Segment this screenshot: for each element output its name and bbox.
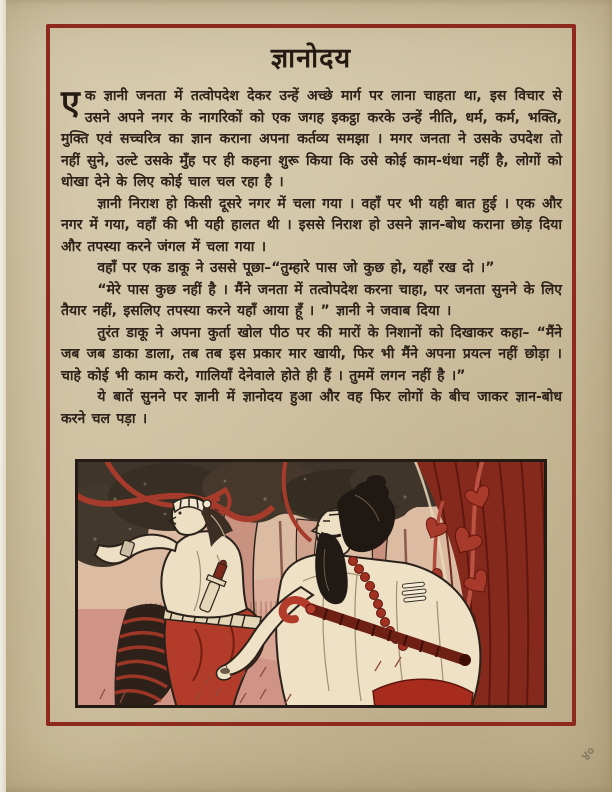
story-paragraph-text: क ज्ञानी जनता में तत्वोपदेश देकर उन्हें अच्छे मार्ग पर लाना चाहता था, इस विचार से उसने अपने नगर के नागरिकों को एक जगह इकट्ठा करके उन्हें नीति, धर्म, कर्म, भक्ति, मुक्ति एवं सच्चरित्र का ज्ञान कराना अपना कर्तव्य समझा । मगर जनता ने उसके उपदेश तो नहीं सुने, उल्टे उसके मुँह पर ही कहना शुरू किया कि उसे कोई काम-धंधा नहीं है, लोगों को धोखा देने के लिए कोई चाल चल रहा है ।	[61, 88, 562, 190]
page-title: ज्ञानोदय	[270, 43, 352, 74]
story-paragraph	[61, 83, 562, 194]
story-paragraph: ये बातें सुनने पर ज्ञानी में ज्ञानोदय हुआ और वह फिर लोगों के बीच जाकर ज्ञान-बोध करने चल पड़ा ।	[61, 389, 562, 427]
forest-scene-svg	[75, 459, 547, 708]
scan-edge	[0, 0, 6, 792]
story-paragraph: वहाँ पर एक डाकू ने उससे पूछा–“तुम्हारे पास जो कुछ हो, यहाँ रख दो ।”	[97, 260, 495, 276]
story-illustration	[75, 459, 547, 708]
story-paragraph: “मेरे पास कुछ नहीं है । मैंने जनता में तत्वोपदेश करना चाहा, पर जनता सुनने के लिए तैयार नहीं, इसलिए तपस्या करने यहाँ आया हूँ । ” ज्ञानी ने जवाब दिया ।	[61, 281, 562, 319]
story-text	[61, 83, 562, 430]
pencil-mark: ४०	[578, 743, 599, 765]
story-paragraph: ज्ञानी निराश हो किसी दूसरे नगर में चला गया । वहाँ पर भी यही बात हुई । एक और नगर में गया, वहाँ की भी यही हालत थी । इससे निराश हो उसने ज्ञान-बोध कराना छोड़ दिया और तपस्या करने जंगल में चला गया ।	[61, 195, 562, 255]
drop-cap: ए	[61, 83, 80, 123]
story-paragraph: तुरंत डाकू ने अपना कुर्ता खोल पीठ पर की मारों के निशानों को दिखाकर कहा– “मैंने जब जब डाका डाला, तब तब इस प्रकार मार खायी, फिर भी मैंने अपना प्रयत्न नहीं छोड़ा । चाहे कोई भी काम करो, गालियाँ देनेवाले होते ही हैं । तुममें लगन नहीं है ।”	[61, 324, 562, 384]
arm-vibhuti-stripes	[401, 582, 427, 602]
